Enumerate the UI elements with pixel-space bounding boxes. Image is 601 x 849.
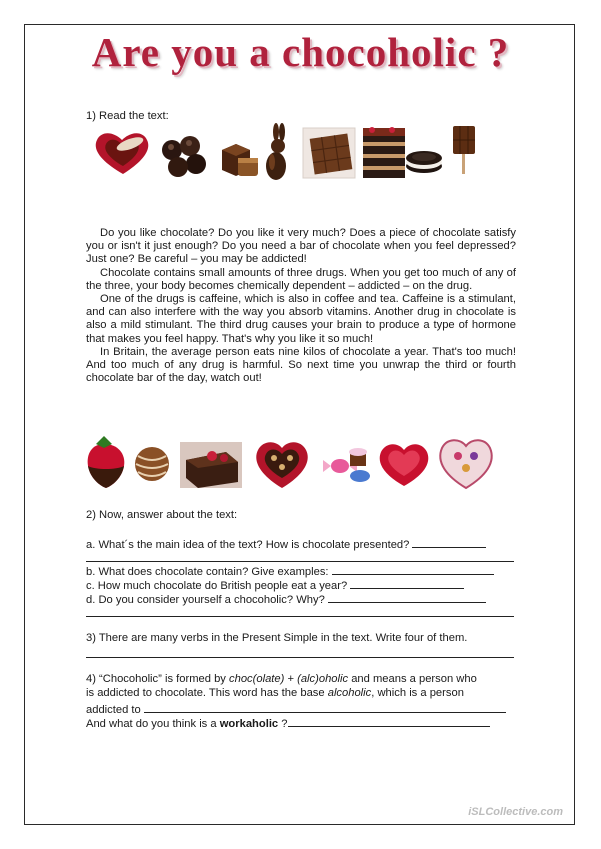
question-b-text: b. What does chocolate contain? Give examples: [86, 566, 329, 578]
workaholic-term: workaholic [219, 718, 279, 730]
section-1-label: 1) Read the text: [86, 110, 169, 122]
question-d-text: d. Do you consider yourself a chocoholic? Why? [86, 594, 325, 606]
answer-a-blank[interactable] [412, 536, 486, 548]
workaholic-question-text: And what do you think is a [86, 718, 220, 730]
chocolate-cake-image [180, 442, 242, 488]
answer-b-blank[interactable] [332, 563, 494, 575]
striped-truffle-image [135, 447, 169, 481]
alcoholic-term: alcoholic [327, 687, 372, 699]
chocolate-cake-slice-image [363, 127, 405, 178]
watermark-domain: .com [537, 806, 563, 818]
question-c [86, 577, 464, 592]
answer-d-line[interactable] [86, 616, 514, 617]
section-3-label: 3) There are many verbs in the Present Simple in the text. Write four of them. [86, 632, 468, 644]
paragraph-4: In Britain, the average person eats nine kilos of chocolate a year. That's too much! And too much of any drug is harmful. So next time you unwrap the third or fourth chocolate bar of the day, watch out! [86, 345, 516, 385]
paragraph-3: One of the drugs is caffeine, which is also in coffee and tea. Caffeine is a stimulant, and can also interfere with the way you absorb vitamins. Another drug in chocolate is also a mild stimulant. The third drug causes your brain to produce a type of hormone that makes you feel happy. That's why you like it so much! [86, 293, 516, 345]
wrapped-candies-image [323, 448, 370, 482]
question-d [86, 591, 486, 606]
question-b [86, 563, 494, 578]
bottom-image-strip [0, 430, 601, 490]
answer-c-blank[interactable] [350, 577, 464, 589]
section-4-line-1 [86, 673, 477, 685]
section-4-text: is addicted to chocolate. This word has the base [86, 687, 328, 699]
section-4-text: 4) “Chocoholic” is formed by [86, 673, 230, 685]
section-4-line-2 [86, 687, 464, 699]
chocolate-bunny-image [266, 123, 286, 180]
chocolate-strawberry-image [88, 436, 125, 488]
paragraph-1: Do you like chocolate? Do you like it very much? Does a piece of chocolate satisfy you or isn't it just enough? Do you need a bar of chocolate when you feel depressed? Just one? Be careful – you may be addicted! [86, 227, 516, 266]
decorated-heart-box-image [440, 440, 491, 488]
heart-chocolate-box-image [96, 133, 149, 174]
sandwich-cookie-image [406, 151, 442, 173]
question-c-text: c. How much chocolate do British people eat a year? [86, 580, 348, 592]
watermark [468, 806, 563, 818]
chocolate-bar-image [303, 128, 355, 178]
section-4-line-4 [86, 715, 490, 730]
choc-olate-term: choc(olate) [229, 673, 285, 685]
page-title: Are you a chocoholic ? [91, 29, 510, 75]
answer-d-blank[interactable] [328, 591, 486, 603]
reading-text [86, 227, 516, 385]
chocolate-bonbons-image [222, 144, 258, 176]
section-4-text: and means a person who [348, 673, 477, 685]
paragraph-2: Chocolate contains small amounts of three drugs. When you get too much of any of the three, your body becomes chemically dependent – addicted – on the drug. [86, 266, 516, 292]
addicted-to-text: addicted to [86, 704, 141, 716]
watermark-name: iSLCollective [468, 806, 538, 818]
red-heart-box-image [380, 444, 429, 486]
question-a [86, 536, 486, 551]
top-image-strip [0, 120, 601, 190]
workaholic-blank[interactable] [288, 715, 490, 727]
chocolate-truffles-image [162, 136, 206, 177]
section-4-text: , which is a person [371, 687, 464, 699]
plus-sign: + [284, 673, 298, 685]
answer-a-line[interactable] [86, 561, 514, 562]
chocolate-lollipop-image [453, 126, 475, 174]
question-mark: ? [278, 718, 288, 730]
section-2-label: 2) Now, answer about the text: [86, 509, 238, 521]
answer-3-line[interactable] [86, 657, 514, 658]
question-a-text: a. What´s the main idea of the text? How is chocolate presented? [86, 539, 410, 551]
addicted-to-blank[interactable] [144, 701, 506, 713]
section-4-line-3 [86, 701, 506, 716]
heart-box-assortment-image [256, 442, 307, 488]
alc-oholic-term: (alc)oholic [297, 673, 349, 685]
